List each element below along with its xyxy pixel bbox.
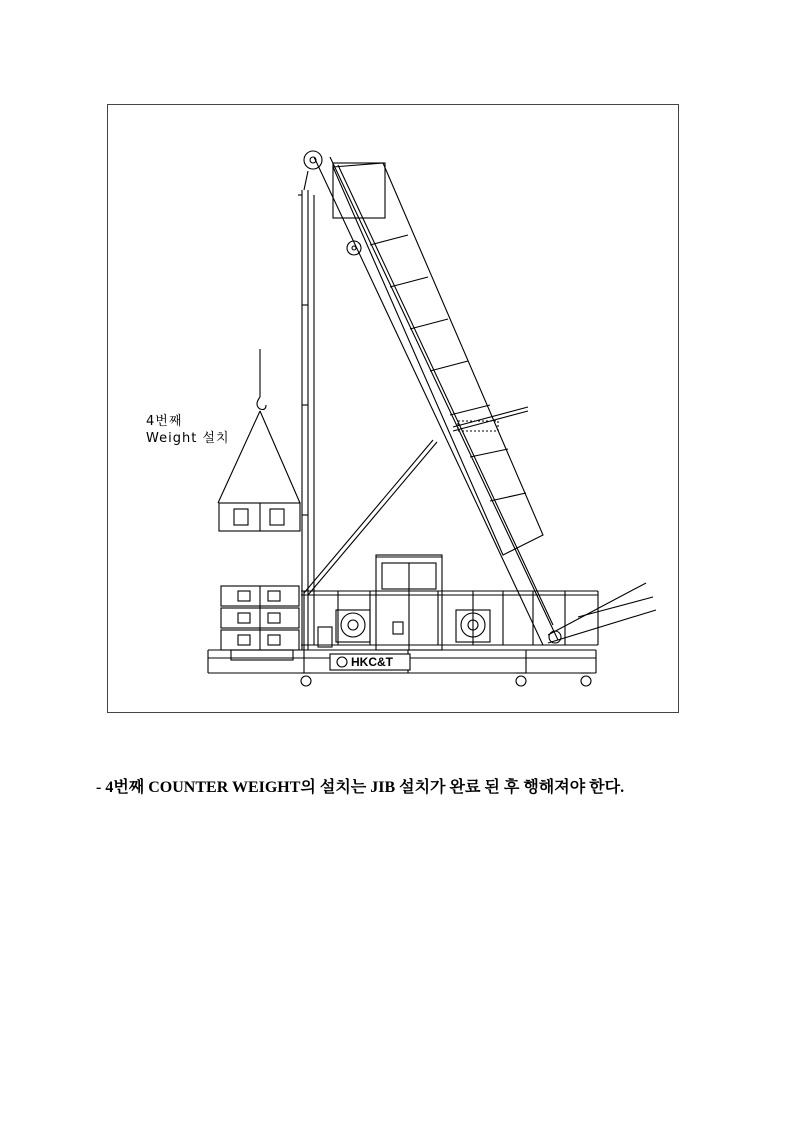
figure-label-line1: 4번째	[146, 414, 183, 429]
outrigger-arm	[548, 583, 656, 643]
logo-text: HKC&T	[351, 655, 393, 669]
jib-boom	[304, 157, 558, 645]
crane-drawing	[108, 105, 680, 714]
suspended-counterweight	[219, 503, 300, 531]
crane-figure	[107, 104, 679, 713]
counterweight-stack	[221, 586, 299, 660]
figure-label-line2: Weight 설치	[146, 431, 230, 446]
winch-drums	[318, 610, 490, 647]
hoist-hook	[218, 349, 300, 503]
control-cabinet	[376, 555, 442, 650]
caption-text: - 4번째 COUNTER WEIGHT의 설치는 JIB 설치가 완료 된 후 행해져야 한다.	[96, 779, 625, 796]
